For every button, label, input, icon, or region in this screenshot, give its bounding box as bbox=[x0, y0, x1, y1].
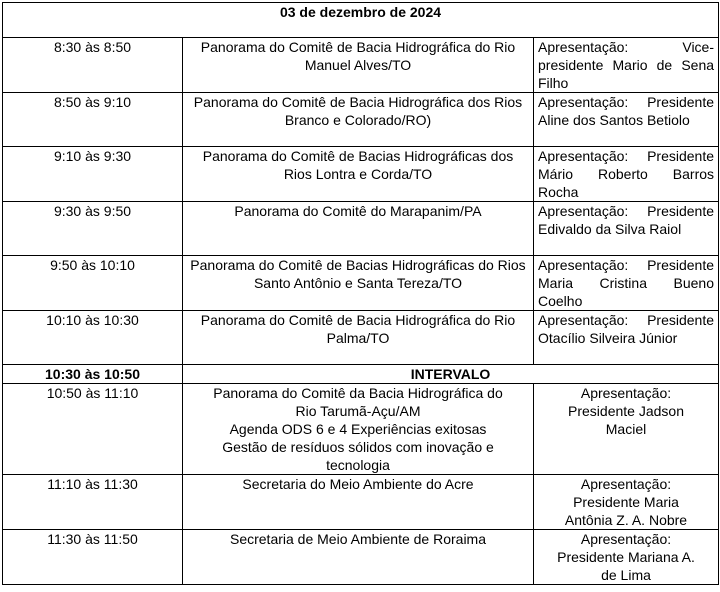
presenter-cell: Apresentação: Presidente Mário Roberto Barros Rocha bbox=[534, 147, 719, 202]
topic-cell: Panorama do Comitê de Bacia Hidrográfica dos Rios Branco e Colorado/RO) bbox=[183, 93, 534, 147]
presenter-cell: Apresentação: Presidente Maria Cristina Bueno Coelho bbox=[534, 256, 719, 311]
table-row bbox=[3, 256, 719, 311]
topic-line: Panorama do Comitê da Bacia Hidrográfica do bbox=[213, 385, 503, 401]
topic-cell bbox=[183, 384, 534, 475]
topic-cell: Secretaria de Meio Ambiente de Roraima bbox=[183, 530, 534, 585]
topic-line: Rio Tarumã-Açu/AM bbox=[295, 403, 421, 419]
presenter-line: Maciel bbox=[605, 421, 647, 437]
time-cell: 11:10 às 11:30 bbox=[3, 475, 183, 530]
topic-line: Agenda ODS 6 e 4 Experiências exitosas bbox=[229, 421, 487, 437]
time-cell: 9:30 às 9:50 bbox=[3, 202, 183, 256]
time-cell: 8:30 às 8:50 bbox=[3, 38, 183, 93]
presenter-line: Presidente Jadson bbox=[568, 403, 684, 419]
time-cell: 10:10 às 10:30 bbox=[3, 311, 183, 365]
table-row bbox=[3, 147, 719, 202]
time-cell: 10:50 às 11:10 bbox=[3, 384, 183, 475]
topic-cell: Panorama do Comitê de Bacia Hidrográfica do Rio Manuel Alves/TO bbox=[183, 38, 534, 93]
presenter-cell bbox=[534, 530, 719, 585]
table-row bbox=[3, 530, 719, 585]
presenter-cell: Apresentação: Vice-presidente Mario de Sena Filho bbox=[534, 38, 719, 93]
topic-cell: Secretaria do Meio Ambiente do Acre bbox=[183, 475, 534, 530]
presenter-line: Antônia Z. A. Nobre bbox=[564, 512, 688, 528]
table-row bbox=[3, 202, 719, 256]
topic-cell: Panorama do Comitê de Bacia Hidrográfica do Rio Palma/TO bbox=[183, 311, 534, 365]
time-cell: 11:30 às 11:50 bbox=[3, 530, 183, 585]
presenter-line: Apresentação: bbox=[580, 385, 672, 401]
topic-cell: Panorama do Comitê de Bacias Hidrográficas dos Rios Lontra e Corda/TO bbox=[183, 147, 534, 202]
presenter-line: Presidente Mariana A. bbox=[557, 549, 695, 565]
presenter-line: de Lima bbox=[601, 567, 651, 583]
table-row bbox=[3, 93, 719, 147]
topic-line: Gestão de resíduos sólidos com inovação e bbox=[222, 439, 494, 455]
table-row bbox=[3, 475, 719, 530]
date-header: 03 de dezembro de 2024 bbox=[3, 3, 719, 38]
presenter-cell: Apresentação: Presidente Edivaldo da Silva Raiol bbox=[534, 202, 719, 256]
time-cell: 8:50 às 9:10 bbox=[3, 93, 183, 147]
presenter-cell: Apresentação: Presidente Aline dos Santos Betiolo bbox=[534, 93, 719, 147]
topic-cell: Panorama do Comitê do Marapanim/PA bbox=[183, 202, 534, 256]
presenter-cell bbox=[534, 475, 719, 530]
break-time: 10:30 às 10:50 bbox=[3, 365, 183, 384]
presenter-line: Apresentação: bbox=[580, 476, 672, 492]
time-cell: 9:50 às 10:10 bbox=[3, 256, 183, 311]
table-row bbox=[3, 38, 719, 93]
schedule-table bbox=[2, 2, 719, 585]
presenter-cell: Apresentação: Presidente Otacílio Silveira Júnior bbox=[534, 311, 719, 365]
topic-line: tecnologia bbox=[326, 457, 390, 473]
table-row bbox=[3, 384, 719, 475]
topic-cell: Panorama do Comitê de Bacias Hidrográficas do Rios Santo Antônio e Santa Tereza/TO bbox=[183, 256, 534, 311]
break-row bbox=[3, 365, 719, 384]
table-row bbox=[3, 311, 719, 365]
presenter-line: Presidente Maria bbox=[573, 494, 679, 510]
time-cell: 9:10 às 9:30 bbox=[3, 147, 183, 202]
presenter-cell bbox=[534, 384, 719, 475]
break-label: INTERVALO bbox=[183, 365, 719, 384]
presenter-line: Apresentação: bbox=[580, 531, 672, 547]
date-header-row bbox=[3, 3, 719, 38]
